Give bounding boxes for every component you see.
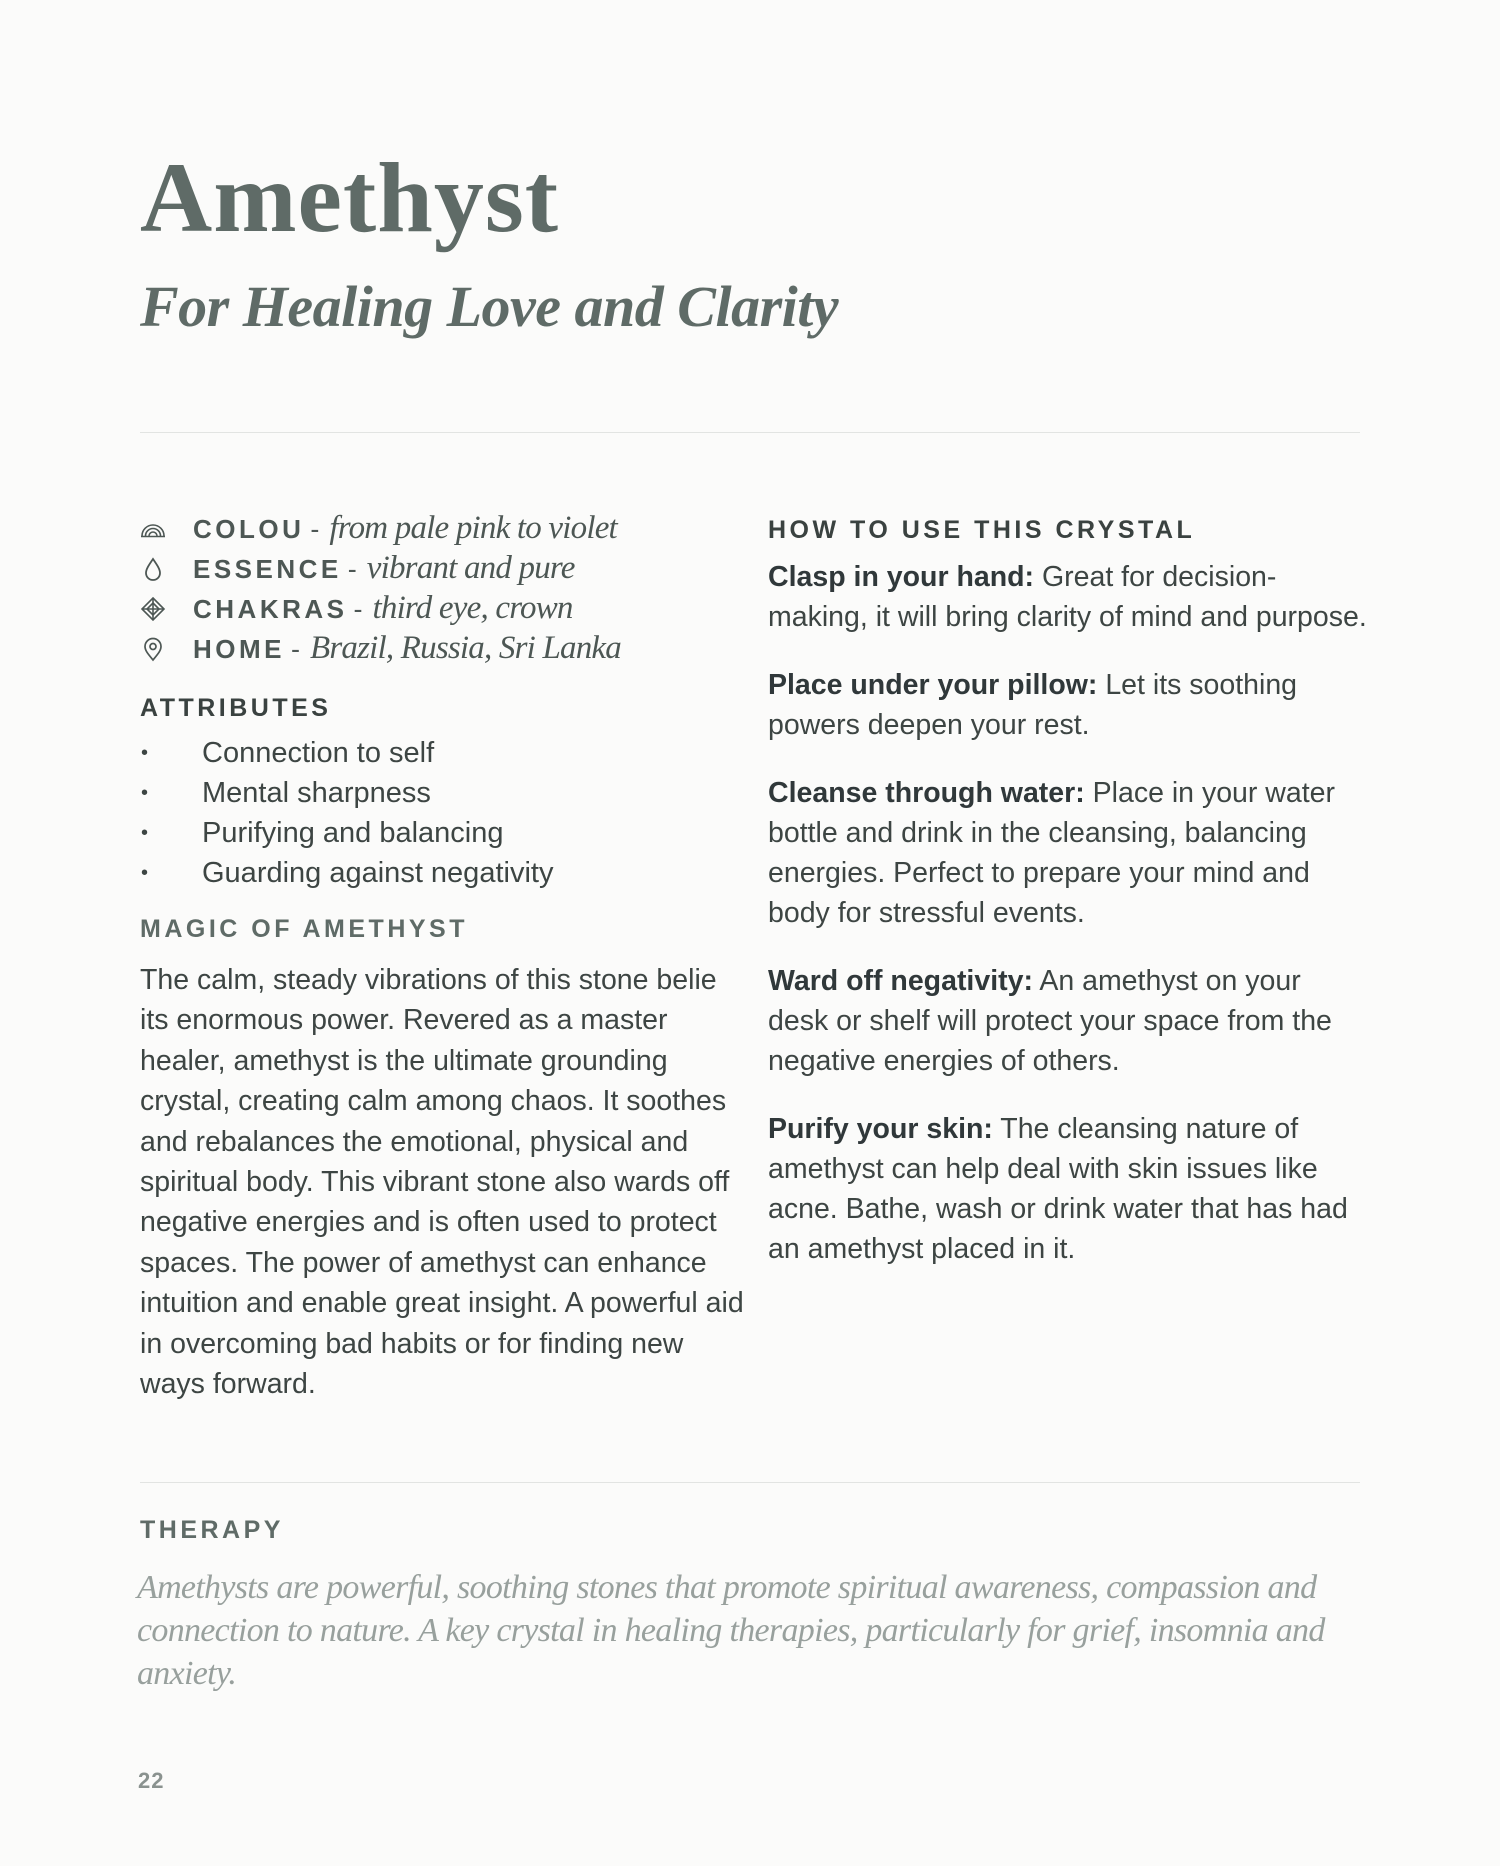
magic-paragraph: The calm, steady vibrations of this stone belie its enormous power. Revered as a master healer, amethyst is the ultimate grounding crystal, creating calm among chaos. It soothes and rebalances the emotional, physical and spiritual body. This vibrant stone also wards off negative energies and is often used to protect spaces. The power of amethyst can enhance intuition and enable great insight. A powerful aid in overcoming bad habits or for finding new ways forward. [140,964,744,1401]
chakra-icon [140,596,166,622]
use-item-title: Clasp in your hand: [768,561,1035,593]
list-item: • Purifying and balancing [140,813,750,853]
use-item-title: Purify your skin: [768,1113,993,1145]
list-item: • Mental sharpness [140,773,750,813]
how-to-use-heading: HOW TO USE THIS CRYSTAL [768,516,1196,544]
therapy-paragraph: Amethysts are powerful, soothing stones that promote spiritual awareness, compassion and connection to nature. A key crystal in healing therapies, particularly for grief, insomnia and anxiety. [137,1569,1325,1692]
right-column [768,516,1378,1297]
use-item-water [768,773,1368,933]
attributes-list [140,733,750,893]
use-item-pillow [768,665,1368,745]
use-item-text: The cleansing nature of amethyst can help deal with skin issues like acne. Bathe, wash or drink water that has had an amethyst placed in it. [768,1113,1348,1265]
crystal-properties [140,508,750,668]
use-item-text: Let its soothing powers deepen your rest. [768,669,1298,741]
property-essence: ESSENCE - vibrant and pure [140,548,750,588]
top-divider [140,432,1360,433]
list-item: • Connection to self [140,733,750,773]
use-item-text: Great for decision-making, it will bring clarity of mind and purpose. [768,561,1367,633]
page-subtitle: For Healing Love and Clarity [140,274,839,339]
bottom-divider [140,1482,1360,1483]
use-item-text: An amethyst on your desk or shelf will protect your space from the negative energies of others. [768,965,1332,1077]
property-chakras: CHAKRAS - third eye, crown [140,588,750,628]
property-colour: COLOU - from pale pink to violet [140,508,750,548]
magic-heading: MAGIC OF AMETHYST [140,915,469,943]
use-item-text: Place in your water bottle and drink in the cleansing, balancing energies. Perfect to prepare your mind and body for stressful events. [768,777,1336,929]
use-item-skin [768,1109,1368,1269]
page-title: Amethyst [140,142,560,253]
use-item-title: Place under your pillow: [768,669,1098,701]
page-number: 22 [138,1768,165,1793]
left-column [140,508,750,1404]
use-item-clasp [768,557,1368,637]
use-item-negativity [768,961,1368,1081]
use-item-title: Ward off negativity: [768,965,1033,997]
attributes-heading: ATTRIBUTES [140,694,332,722]
location-pin-icon [140,636,166,662]
rainbow-icon [140,516,166,542]
list-item: • Guarding against negativity [140,853,750,893]
use-item-title: Cleanse through water: [768,777,1085,809]
therapy-heading: THERAPY [140,1516,284,1544]
drop-icon [140,556,166,582]
property-home: HOME - Brazil, Russia, Sri Lanka [140,628,750,668]
